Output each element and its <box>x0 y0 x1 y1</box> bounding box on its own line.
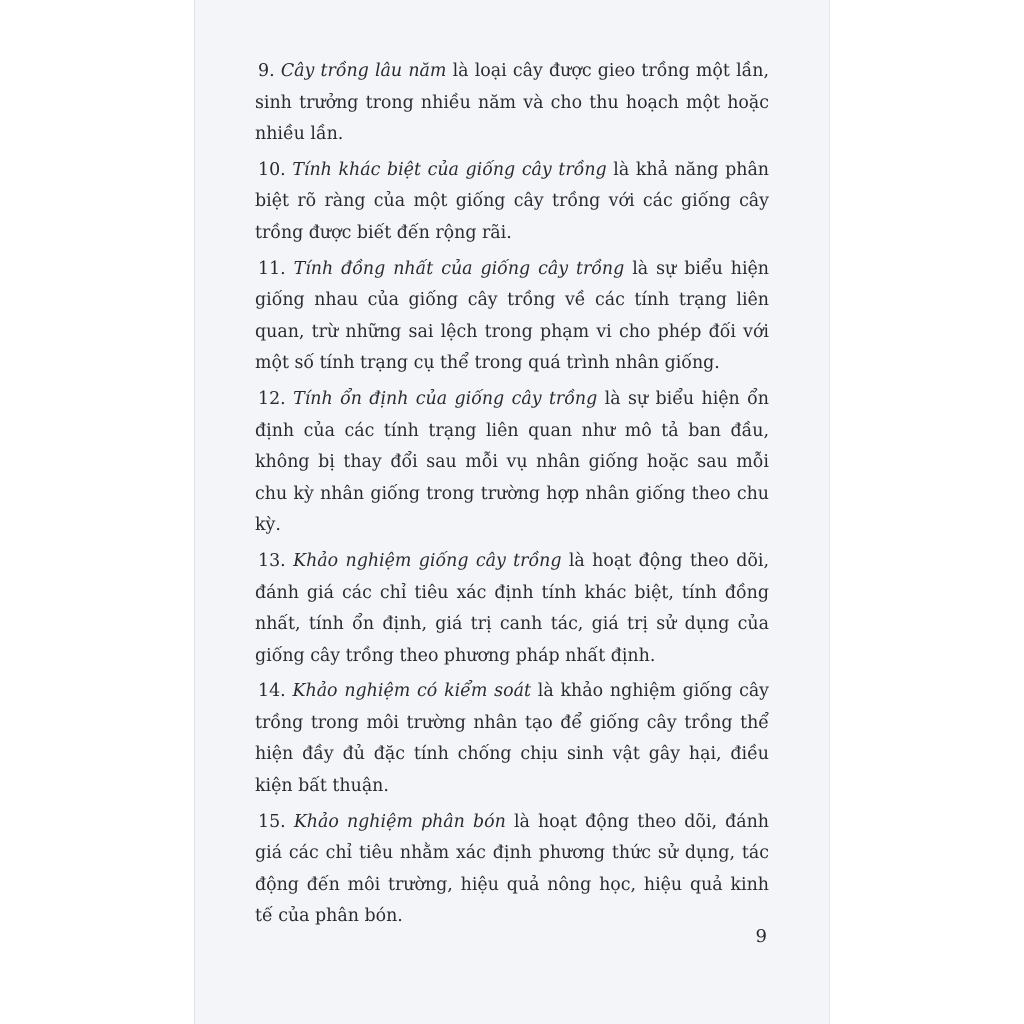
definition-term: Tính khác biệt của giống cây trồng <box>292 159 607 180</box>
definition-14 <box>255 676 769 806</box>
definition-text: là loại cây được gieo trồng một lần, sinh trưởng trong nhiều năm và cho thu hoạch một hoặc nhiều lần. <box>255 61 770 145</box>
definition-term: Tính ổn định của giống cây trồng <box>293 388 598 409</box>
definition-term: Tính đồng nhất của giống cây trồng <box>293 258 625 279</box>
definition-text: là sự biểu hiện giống nhau của giống cây trồng về các tính trạng liên quan, trừ những sai lệch trong phạm vi cho phép đối với một số tính trạng cụ thể trong quá trình nhân giống. <box>255 258 770 374</box>
definition-term: Khảo nghiệm phân bón <box>293 811 506 832</box>
definition-term: Khảo nghiệm có kiểm soát <box>292 681 531 702</box>
definition-text: là hoạt động theo dõi, đánh giá các chỉ tiêu nhằm xác định phương thức sử dụng, tác động đến môi trường, hiệu quả nông học, hiệu quả kinh tế của phân bón. <box>255 811 770 927</box>
definitions-body <box>255 56 769 937</box>
definition-number: 12. <box>258 388 286 409</box>
page-number: 9 <box>755 926 767 947</box>
definition-10 <box>255 155 769 254</box>
definition-text: là khả năng phân biệt rõ ràng của một giống cây trồng với các giống cây trồng được biết đến rộng rãi. <box>255 159 770 243</box>
definition-number: 11. <box>258 258 286 279</box>
definition-text: là sự biểu hiện ổn định của các tính trạng liên quan như mô tả ban đầu, không bị thay đổi sau mỗi vụ nhân giống hoặc sau mỗi chu kỳ nhân giống trong trường hợp nhân giống theo chu kỳ. <box>255 388 769 536</box>
definition-number: 15. <box>258 811 286 832</box>
definition-15 <box>255 807 769 937</box>
definition-13 <box>255 546 769 676</box>
definition-9 <box>255 56 769 155</box>
definition-term: Cây trồng lâu năm <box>280 61 447 81</box>
definition-11 <box>255 254 769 384</box>
definition-number: 9. <box>258 61 275 81</box>
definition-text: là hoạt động theo dõi, đánh giá các chỉ tiêu xác định tính khác biệt, tính đồng nhất, tính ổn định, giá trị canh tác, giá trị sử dụng của giống cây trồng theo phương pháp nhất định. <box>255 550 769 666</box>
book-page <box>194 0 830 1024</box>
definition-text: là khảo nghiệm giống cây trồng trong môi trường nhân tạo để giống cây trồng thể hiện đầy đủ đặc tính chống chịu sinh vật gây hại, điều kiện bất thuận. <box>255 681 770 797</box>
definition-term: Khảo nghiệm giống cây trồng <box>293 550 562 571</box>
definition-number: 13. <box>258 550 286 571</box>
definition-12 <box>255 384 769 546</box>
definition-number: 10. <box>258 159 286 180</box>
definition-number: 14. <box>258 681 286 702</box>
